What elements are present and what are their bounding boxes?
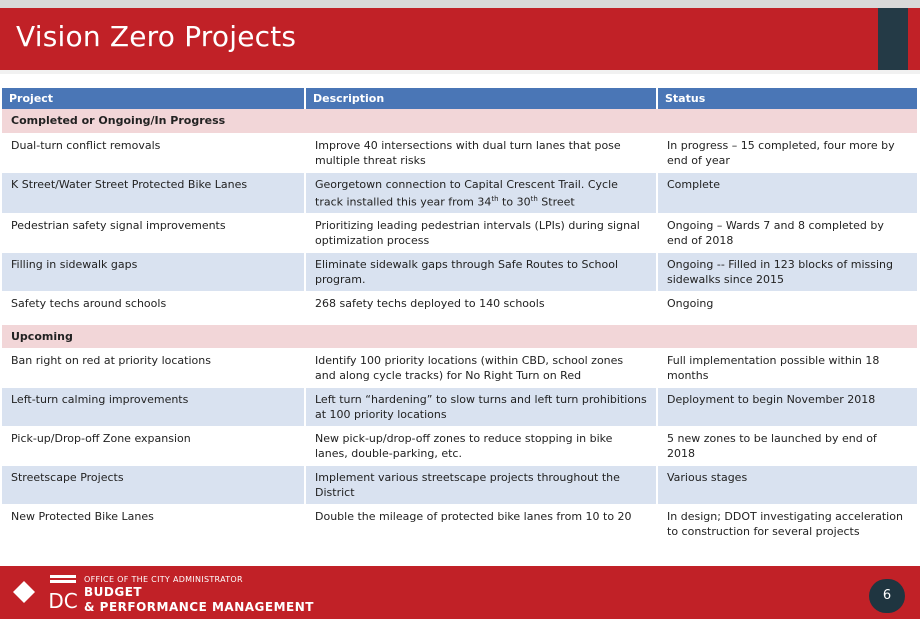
status-cell: 5 new zones to be launched by end of 2018 bbox=[657, 427, 918, 466]
section-row-upcoming bbox=[2, 325, 918, 349]
status-cell: Various stages bbox=[657, 466, 918, 505]
office-name: OFFICE OF THE CITY ADMINISTRATOR bbox=[84, 575, 243, 584]
table-row bbox=[2, 505, 918, 557]
status-cell: Full implementation possible within 18 months bbox=[657, 349, 918, 388]
title-banner-accent bbox=[878, 8, 908, 70]
ordinal-suffix: th bbox=[530, 194, 538, 203]
description-cell: Prioritizing leading pedestrian intervals (LPIs) during signal optimization process bbox=[305, 214, 657, 253]
project-cell: Pick-up/Drop-off Zone expansion bbox=[2, 427, 305, 466]
description-cell: Left turn “hardening” to slow turns and left turn prohibitions at 100 priority locations bbox=[305, 388, 657, 427]
project-cell: K Street/Water Street Protected Bike Lanes bbox=[2, 172, 305, 214]
budget-label: BUDGET bbox=[84, 585, 143, 599]
table-row bbox=[2, 427, 918, 466]
status-cell: Complete bbox=[657, 172, 918, 214]
project-cell: Dual-turn conflict removals bbox=[2, 133, 305, 172]
description-cell: Eliminate sidewalk gaps through Safe Routes to School program. bbox=[305, 253, 657, 292]
project-cell: Left-turn calming improvements bbox=[2, 388, 305, 427]
status-cell: In design; DDOT investigating acceleration to construction for several projects bbox=[657, 505, 918, 557]
dc-outline-icon bbox=[12, 580, 36, 604]
description-cell: Double the mileage of protected bike lanes from 10 to 20 bbox=[305, 505, 657, 557]
status-cell: In progress – 15 completed, four more by end of year bbox=[657, 133, 918, 172]
description-cell: Identify 100 priority locations (within CBD, school zones and along cycle tracks) for No Right Turn on Red bbox=[305, 349, 657, 388]
status-cell: Ongoing bbox=[657, 292, 918, 325]
project-cell: Filling in sidewalk gaps bbox=[2, 253, 305, 292]
description-cell: Improve 40 intersections with dual turn lanes that pose multiple threat risks bbox=[305, 133, 657, 172]
table-row bbox=[2, 466, 918, 505]
page-number-badge: 6 bbox=[869, 579, 905, 613]
project-cell: Safety techs around schools bbox=[2, 292, 305, 325]
status-cell: Ongoing – Wards 7 and 8 completed by end of 2018 bbox=[657, 214, 918, 253]
description-text: Street bbox=[537, 195, 575, 209]
column-header-project: Project bbox=[2, 88, 305, 109]
column-header-status: Status bbox=[657, 88, 918, 109]
section-label: Upcoming bbox=[2, 325, 918, 349]
project-cell: New Protected Bike Lanes bbox=[2, 505, 305, 557]
status-cell: Ongoing -- Filled in 123 blocks of missing sidewalks since 2015 bbox=[657, 253, 918, 292]
table-row bbox=[2, 172, 918, 214]
table-header-row bbox=[2, 88, 918, 109]
section-label: Completed or Ongoing/In Progress bbox=[2, 109, 918, 133]
top-strip bbox=[0, 0, 920, 8]
project-cell: Pedestrian safety signal improvements bbox=[2, 214, 305, 253]
section-row-completed bbox=[2, 109, 918, 133]
description-text: to 30 bbox=[498, 195, 531, 209]
dc-logo-text: DC bbox=[48, 589, 78, 613]
table-row bbox=[2, 388, 918, 427]
project-cell: Streetscape Projects bbox=[2, 466, 305, 505]
status-cell: Deployment to begin November 2018 bbox=[657, 388, 918, 427]
description-text: Georgetown connection to Capital Crescent Trail. Cycle track installed this year from 34 bbox=[315, 177, 618, 209]
projects-table bbox=[2, 88, 919, 557]
description-cell: New pick-up/drop-off zones to reduce stopping in bike lanes, double-parking, etc. bbox=[305, 427, 657, 466]
table-row bbox=[2, 292, 918, 325]
project-cell: Ban right on red at priority locations bbox=[2, 349, 305, 388]
dc-logo-icon bbox=[48, 574, 78, 614]
table-row bbox=[2, 214, 918, 253]
ordinal-suffix: th bbox=[491, 194, 499, 203]
column-header-description: Description bbox=[305, 88, 657, 109]
description-cell: 268 safety techs deployed to 140 schools bbox=[305, 292, 657, 325]
table-row bbox=[2, 253, 918, 292]
table-row bbox=[2, 133, 918, 172]
title-divider bbox=[0, 70, 920, 74]
slide-title: Vision Zero Projects bbox=[16, 20, 297, 53]
description-cell bbox=[305, 172, 657, 214]
description-cell: Implement various streetscape projects throughout the District bbox=[305, 466, 657, 505]
performance-label: & PERFORMANCE MANAGEMENT bbox=[84, 600, 314, 614]
table-row bbox=[2, 349, 918, 388]
